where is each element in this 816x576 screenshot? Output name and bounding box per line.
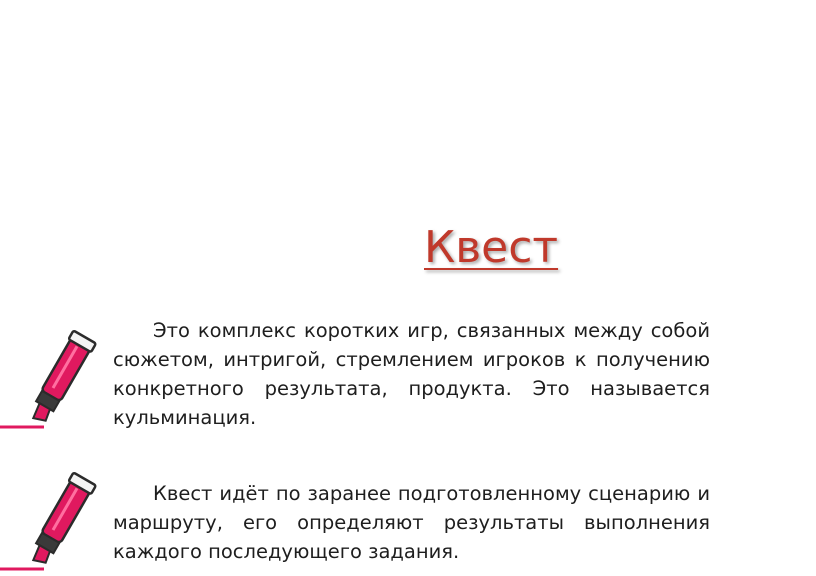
highlighter-marker-icon (0, 312, 120, 432)
highlighter-marker-icon (0, 454, 120, 574)
paragraph-1: Это комплекс коротких игр, связанных между собой сюжетом, интригой, стремлением игроков к получению конкретного результата, продукта. Это называется кульминация. (113, 319, 710, 429)
slide-title: Квест (424, 222, 559, 273)
paragraph-2: Квест идёт по заранее подготовленному сценарию и маршруту, его определяют результаты выполнения каждого последующего задания. (113, 482, 710, 563)
